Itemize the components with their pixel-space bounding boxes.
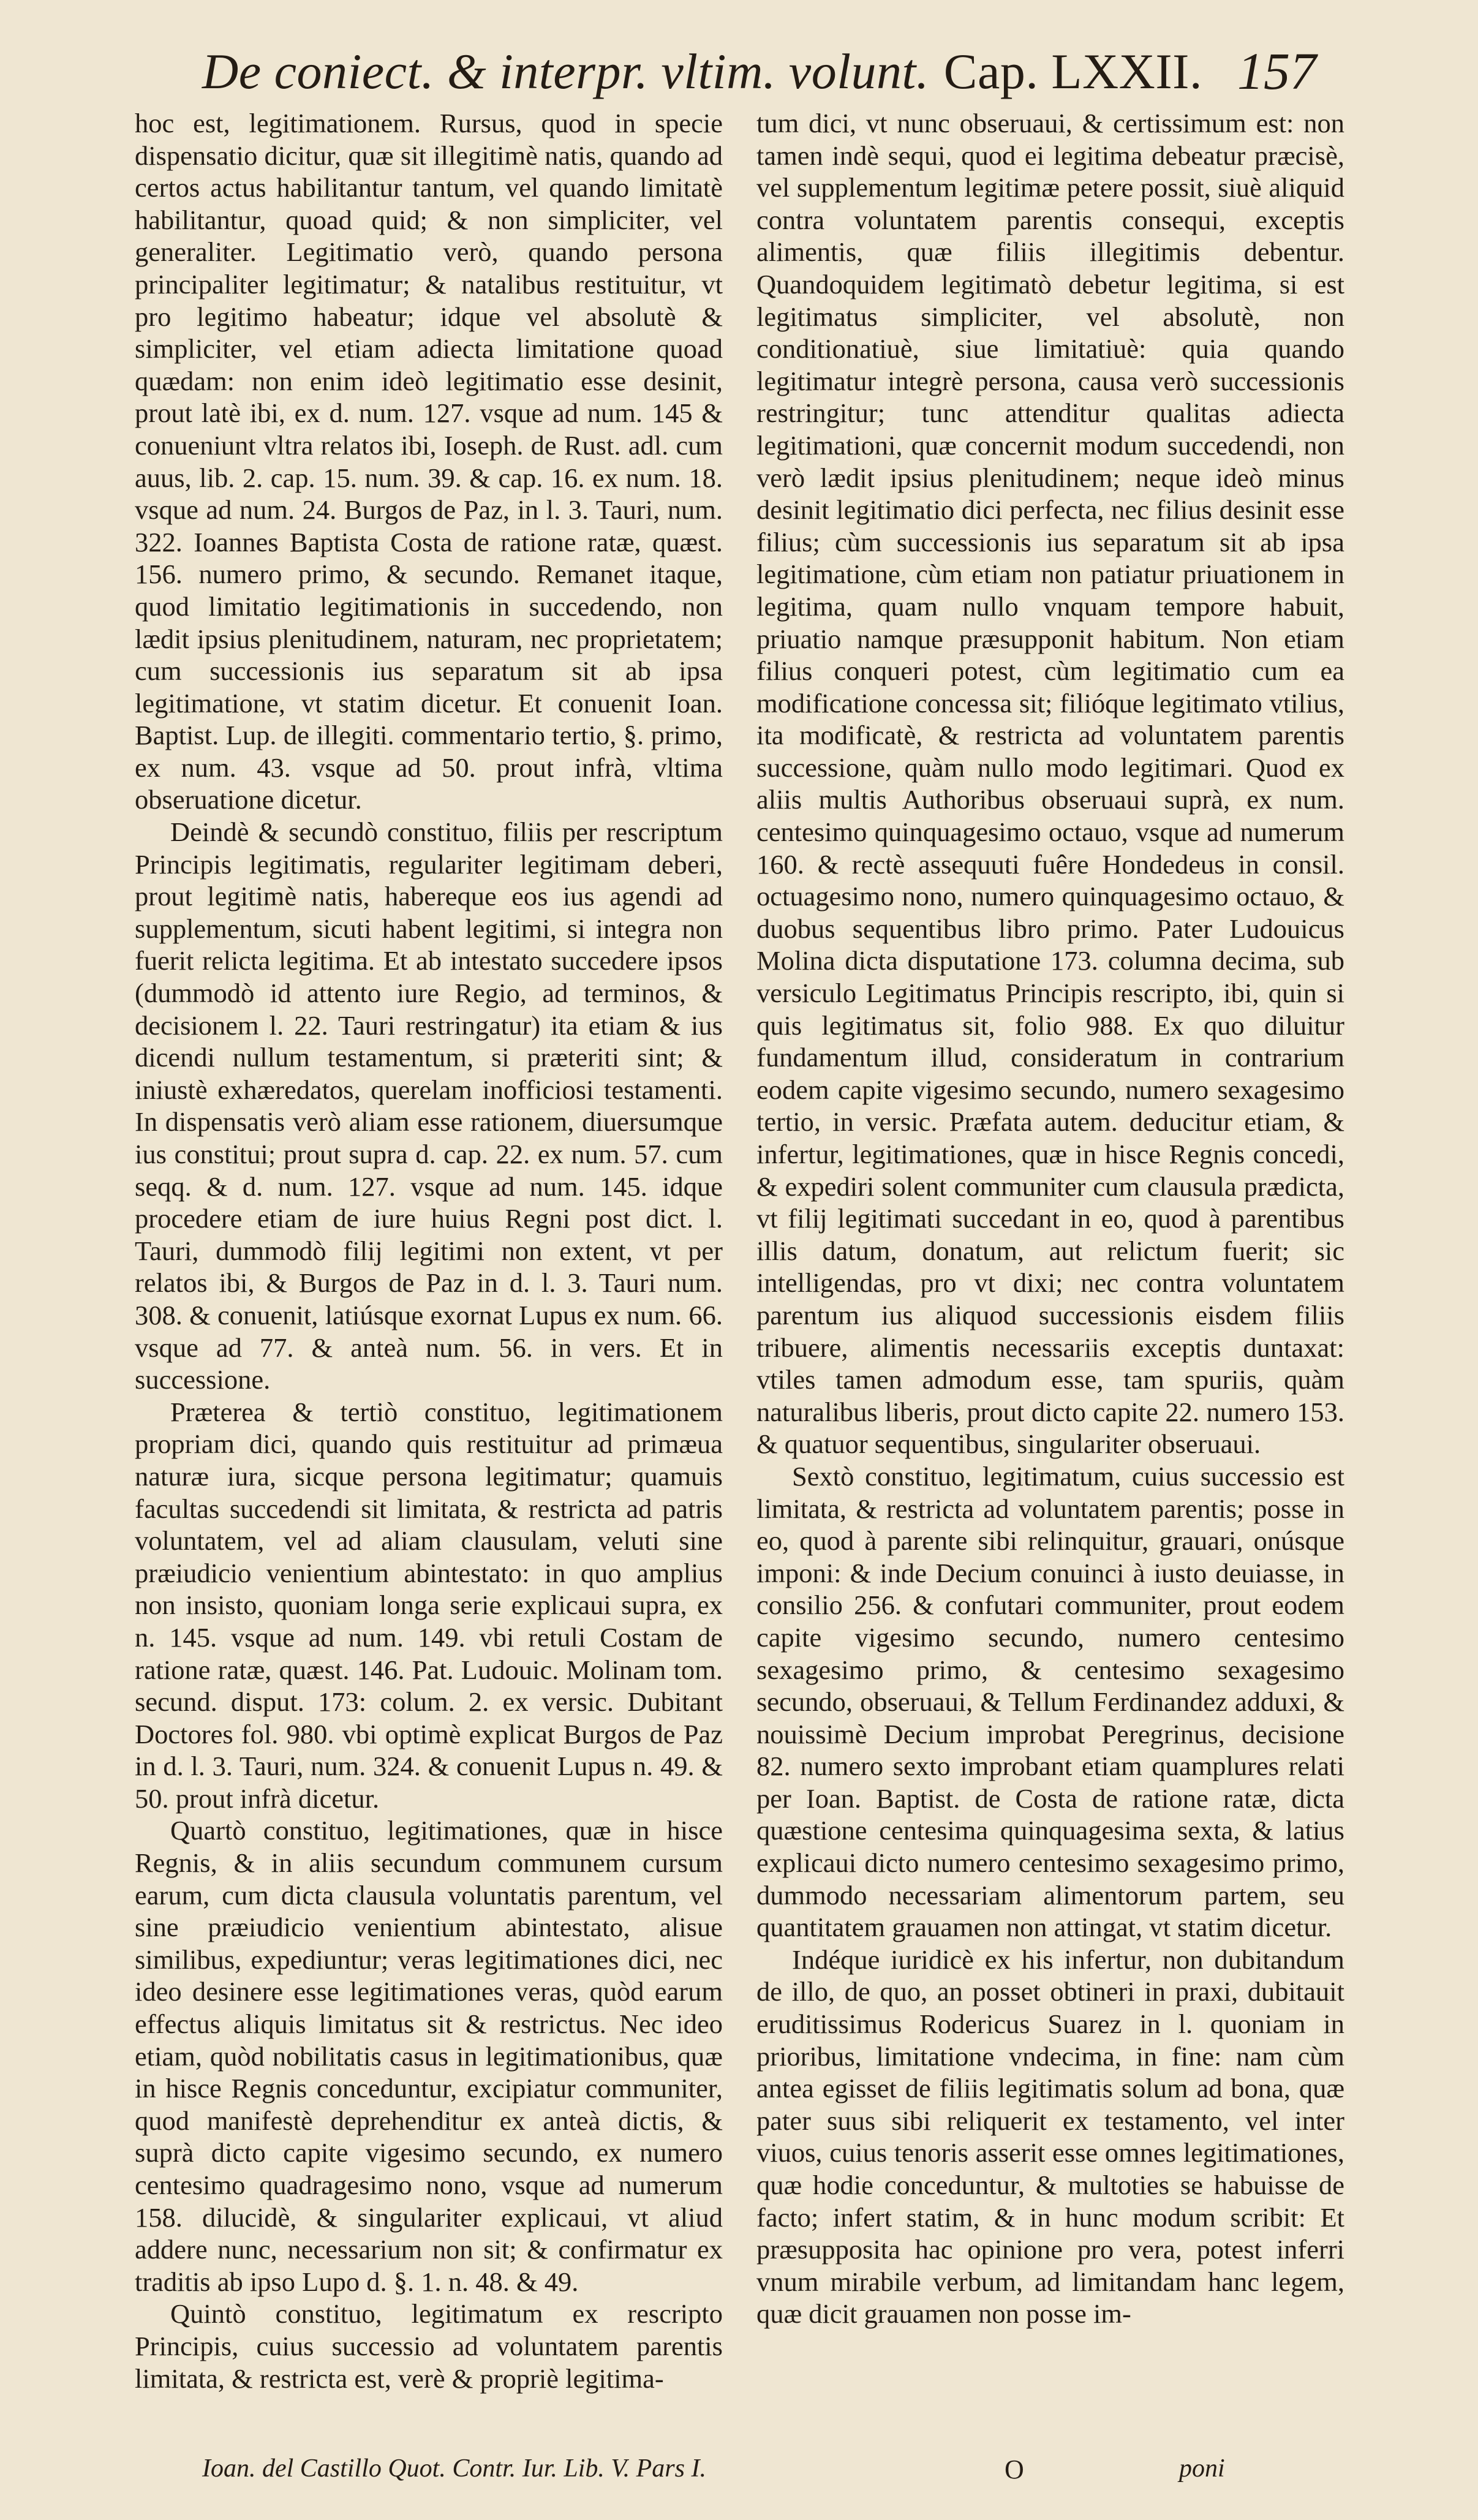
running-head (202, 43, 1202, 100)
paragraph: hoc est, legitimationem. Rursus, quod in specie dispensatio dicitur, quæ sit illegitimè natis, quando ad certos actus habilitantur tantum, vel quando limitatè habilitantur, quoad quid; & non simpliciter, vel generaliter. Legitimatio verò, quando persona principaliter legitimatur; & natalibus restituitur, vt pro legitimo habeatur; idque vel absolutè & simpliciter, vel etiam adiecta limitatione quoad quædam: non enim ideò legitimatio esse desinit, prout latè ibi, ex d. num. 127. vsque ad num. 145 & conueniunt vltra relatos ibi, Ioseph. de Rust. adl. cum auus, lib. 2. cap. 15. num. 39. & cap. 16. ex num. 18. vsque ad num. 24. Burgos de Paz, in l. 3. Tauri, num. 322. Ioannes Baptista Costa de ratione ratæ, quæst. 156. numero primo, & secundo. Remanet itaque, quod limitatio legitimationis in succedendo, non lædit ipsius plenitudinem, naturam, nec proprietatem; cum successionis ius separatum sit ab ipsa legitimatione, vt statim dicetur. Et conuenit Ioan. Baptist. Lup. de illegiti. commentario tertio, §. primo, ex num. 43. vsque ad 50. prout infrà, vltima obseruatione dicetur. (135, 108, 723, 815)
page-number: 157 (1237, 42, 1316, 100)
paragraph: Præterea & tertiò constituo, legitimationem propriam dici, quando quis restituitur ad primæua naturæ iura, sicque persona legitimatur; quamuis facultas succedendi sit limitata, & restricta ad patris voluntatem, vel ad aliam clausulam, veluti sine præiudicio venientium abintestato: in quo amplius non insisto, quoniam longa serie explicaui supra, ex n. 145. vsque ad num. 149. vbi retuli Costam de ratione ratæ, quæst. 146. Pat. Ludouic. Molinam tom. secund. disput. 173: colum. 2. ex versic. Dubitant Doctores fol. 980. vbi optimè explicat Burgos de Paz in d. l. 3. Tauri, num. 324. & conuenit Lupus n. 49. & 50. prout infrà dicetur. (135, 1396, 723, 1814)
paragraph: Indéque iuridicè ex his infertur, non dubitandum de illo, de quo, an posset obtineri in praxi, dubitauit eruditissimus Rodericus Suarez in l. quoniam in prioribus, limitatione vndecima, in fine: nam cùm antea egisset de filiis legitimatis solum ad bona, quæ pater suus sibi reliquerit ex testamento, vel inter viuos, cuius tenoris asserit esse omnes legitimationes, quæ hodie conceduntur, & multoties se habuisse de facto; infert statim, & in hunc modum scribit: Et præsupposita hac opinione pro vera, potest inferri vnum mirabile verbum, ad limitandam hanc legem, quæ dicit grauamen non posse im- (756, 1944, 1344, 2329)
footer-author-line: Ioan. del Castillo Quot. Contr. Iur. Lib. V. Pars I. (202, 2454, 706, 2483)
page-header (202, 32, 1316, 105)
right-column (756, 107, 1344, 2330)
paragraph: Deindè & secundò constituo, filiis per rescriptum Principis legitimatis, regulariter legitimam deberi, prout legitimè natis, habereque eos ius agendi ad supplementum, sicuti habent legitimi, si integra non fuerit relicta legitima. Et ab intestato succedere ipsos (dummodò id attento iure Regio, ad terminos, & decisionem l. 22. Tauri restringatur) ita etiam & ius dicendi nullum testamentum, si præteriti sint; & iniustè exhæredatos, querelam inofficiosi testamenti. In dispensatis verò aliam esse rationem, diuersumque ius constitui; prout supra d. cap. 22. ex num. 57. cum seqq. & d. num. 127. vsque ad num. 145. idque procedere etiam de iure huius Regni post dict. l. Tauri, dummodò filij legitimi non extent, vt per relatos ibi, & Burgos de Paz in d. l. 3. Tauri num. 308. & conuenit, latiúsque exornat Lupus ex num. 66. vsque ad 77. & anteà num. 56. in vers. Et in successione. (135, 817, 723, 1395)
left-column (135, 107, 723, 2394)
running-title: De coniect. & interpr. vltim. volunt. (202, 43, 929, 99)
signature-mark: O (1005, 2454, 1024, 2484)
chapter-label: Cap. LXXII. (943, 43, 1202, 99)
paragraph: tum dici, vt nunc obseruaui, & certissimum est: non tamen indè sequi, quod ei legitima debeatur præcisè, vel supplementum legitimæ petere possit, siuè aliquid contra voluntatem parentis consequi, exceptis alimentis, quæ filiis illegitimis debentur. Quandoquidem legitimatò debetur legitima, si est legitimatus simpliciter, vel absolutè, non conditionatiuè, siue limitatiuè: quia quando legitimatur integrè persona, causa verò successionis restringitur; tunc attenditur qualitas adiecta legitimationi, quæ concernit modum succedendi, non verò lædit ipsius plenitudinem; neque ideò minus desinit legitimatio dici perfecta, nec filius desinit esse filius; cùm successionis ius separatum sit ab ipsa legitimatione, cùm etiam non patiatur priuationem in legitima, quam nullo vnquam tempore habuit, priuatio namque præsupponit habitum. Non etiam filius conqueri potest, cùm legitimatio cum ea modificatione concessa sit; filióque legitimato vtilius, ita modificatè, & restricta ad voluntatem parentis successione, quàm nullo modo legitimari. Quod ex aliis multis Authoribus obseruaui suprà, ex num. centesimo quinquagesimo octauo, vsque ad numerum 160. & rectè assequuti fuêre Hondedeus in consil. octuagesimo nono, numero quinquagesimo octauo, & duobus sequentibus libro primo. Pater Ludouicus Molina dicta disputatione 173. columna decima, sub versiculo Legitimatus Principis rescripto, ibi, quin si quis legitimatus sit, folio 988. Ex quo diluitur fundamentum illud, consideratum in contrarium eodem capite vigesimo secundo, numero sexagesimo tertio, in versic. Præfata autem. deducitur etiam, & infertur, legitimationes, quæ in hisce Regnis concedi, & expediri solent communiter cum clausula prædicta, vt filij legitimati succedant in eo, quod à parentibus illis datum, donatum, aut relictum fuerit; sic intelligendas, pro vt dixi; nec contra voluntatem parentum ius aliquod successionis eisdem filiis tribuere, alimentis necessariis exceptis duntaxat: vtiles tamen admodum esse, tam spuriis, quàm naturalibus liberis, prout dicto capite 22. numero 153. & quatuor sequentibus, singulariter obseruaui. (756, 108, 1344, 1460)
paragraph: Sextò constituo, legitimatum, cuius successio est limitata, & restricta ad voluntatem parentis; posse in eo, quod à parente sibi relinquitur, grauari, onúsque imponi: & inde Decium conuinci à iusto deuiasse, in consilio 256. & confutari communiter, prout eodem capite vigesimo secundo, numero centesimo sexagesimo primo, & centesimo sexagesimo secundo, obseruaui, & Tellum Ferdinandez adduxi, & nouissimè Decium improbat Peregrinus, decisione 82. numero sexto improbant etiam quamplures relati per Ioan. Baptist. de Costa de ratione ratæ, dicta quæstione centesima quinquagesima sexta, & latius explicaui dicto numero centesimo sexagesimo primo, dummodo necessariam alimentorum partem, seu quantitatem grauamen non attingat, vt statim dicetur. (756, 1460, 1344, 1943)
catchword: poni (1179, 2454, 1225, 2483)
paragraph: Quintò constituo, legitimatum ex rescripto Principis, cuius successio ad voluntatem parentis limitata, & restricta est, verè & propriè legitima- (135, 2298, 723, 2394)
paragraph: Quartò constituo, legitimationes, quæ in hisce Regnis, & in aliis secundum communem cursum earum, cum dicta clausula voluntatis parentum, vel sine præiudicio venientium abintestato, alisue similibus, expediuntur; veras legitimationes dici, nec ideo desinere esse legitimationes veras, quòd earum effectus aliquis limitatus sit & restrictus. Nec ideo etiam, quòd nobilitatis casus in legitimationibus, quæ in hisce Regnis conceduntur, excipiatur communiter, quod manifestè deprehenditur ex anteà dictis, & suprà dicto capite vigesimo secundo, ex numero centesimo quadragesimo nono, vsque ad numerum 158. dilucidè, & singulariter explicaui, vt aliud addere nunc, necessarium non sit; & confirmatur ex traditis ab ipso Lupo d. §. 1. n. 48. & 49. (135, 1815, 723, 2297)
